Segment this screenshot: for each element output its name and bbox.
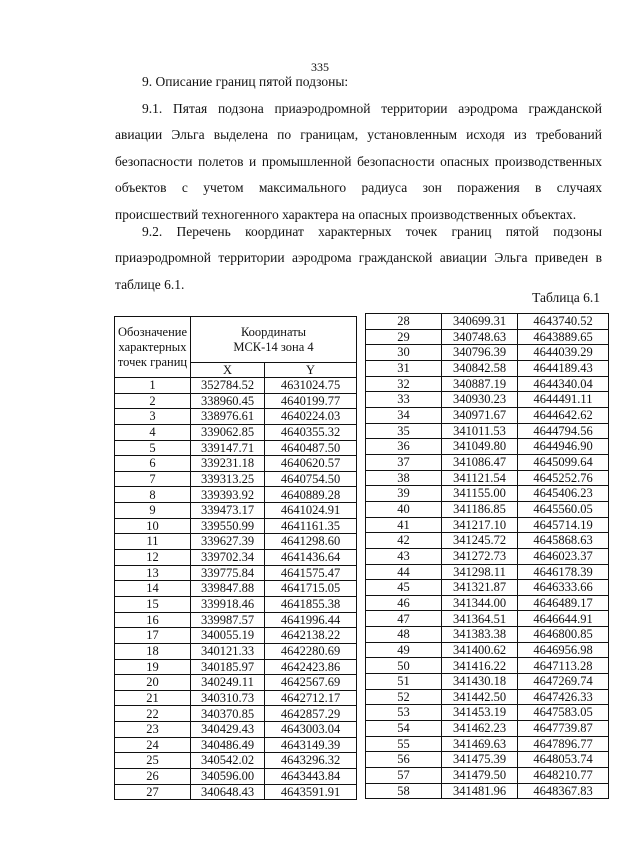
x-coordinate-cell: 340971.67 — [442, 407, 518, 423]
point-number-cell: 54 — [366, 721, 442, 737]
paragraph-line: 9.1. Пятая подзона приаэродромной территории аэродрома гражданской — [142, 101, 602, 116]
point-number-cell: 4 — [115, 424, 191, 440]
y-coordinate-cell: 4645099.64 — [518, 454, 609, 470]
table-row — [366, 533, 609, 549]
table-row — [115, 378, 357, 394]
x-coordinate-cell: 340887.19 — [442, 376, 518, 392]
coordinates-column-header: Координаты МСК-14 зона 4 — [191, 317, 357, 363]
point-number-cell: 10 — [115, 518, 191, 534]
x-coordinate-cell: 340796.39 — [442, 345, 518, 361]
paragraph-9-1 — [115, 96, 602, 228]
point-number-cell: 49 — [366, 642, 442, 658]
point-number-cell: 15 — [115, 596, 191, 612]
table-row — [115, 409, 357, 425]
y-coordinate-cell: 4645868.63 — [518, 533, 609, 549]
x-coordinate-cell: 339473.17 — [191, 503, 265, 519]
table-row — [366, 705, 609, 721]
table-row — [366, 345, 609, 361]
y-coordinate-cell: 4648053.74 — [518, 752, 609, 768]
y-coordinate-cell: 4647113.28 — [518, 658, 609, 674]
x-coordinate-cell: 339627.39 — [191, 534, 265, 550]
x-coordinate-cell: 341383.38 — [442, 627, 518, 643]
point-number-cell: 6 — [115, 456, 191, 472]
table-row — [366, 314, 609, 330]
point-number-cell: 7 — [115, 471, 191, 487]
coordinates-table-right — [365, 313, 609, 799]
y-coordinate-cell: 4643149.39 — [265, 737, 357, 753]
y-coordinate-cell: 4642423.86 — [265, 659, 357, 675]
x-coordinate-cell: 341121.54 — [442, 470, 518, 486]
x-coordinate-cell: 340185.97 — [191, 659, 265, 675]
section-heading: 9. Описание границ пятой подзоны: — [142, 74, 349, 89]
y-coordinate-cell: 4644794.56 — [518, 423, 609, 439]
x-coordinate-cell: 341186.85 — [442, 501, 518, 517]
y-coordinate-cell: 4640224.03 — [265, 409, 357, 425]
y-coordinate-cell: 4647426.33 — [518, 689, 609, 705]
table-row — [115, 503, 357, 519]
point-number-cell: 26 — [115, 769, 191, 785]
table-row — [366, 439, 609, 455]
y-coordinate-cell: 4643591.91 — [265, 784, 357, 800]
x-coordinate-cell: 341462.23 — [442, 721, 518, 737]
point-number-cell: 17 — [115, 628, 191, 644]
point-number-cell: 25 — [115, 753, 191, 769]
x-coordinate-cell: 340370.85 — [191, 706, 265, 722]
point-number-cell: 39 — [366, 486, 442, 502]
point-number-cell: 50 — [366, 658, 442, 674]
table-row — [115, 565, 357, 581]
point-number-cell: 45 — [366, 580, 442, 596]
table-row — [115, 675, 357, 691]
table-row — [115, 550, 357, 566]
table-row — [366, 595, 609, 611]
x-coordinate-cell: 340699.31 — [442, 314, 518, 330]
x-coordinate-cell: 341453.19 — [442, 705, 518, 721]
point-number-cell: 31 — [366, 360, 442, 376]
y-coordinate-cell: 4641161.35 — [265, 518, 357, 534]
x-coordinate-cell: 339550.99 — [191, 518, 265, 534]
table-row — [366, 501, 609, 517]
paragraph-line: объектов с учетом максимального радиуса зон поражения в случаях — [115, 180, 602, 196]
table-row — [366, 580, 609, 596]
x-coordinate-cell: 339847.88 — [191, 581, 265, 597]
paragraph-9-2 — [115, 219, 602, 298]
y-coordinate-cell: 4640199.77 — [265, 393, 357, 409]
y-coordinate-cell: 4645406.23 — [518, 486, 609, 502]
y-coordinate-cell: 4641996.44 — [265, 612, 357, 628]
table-row — [366, 611, 609, 627]
y-coordinate-cell: 4644946.90 — [518, 439, 609, 455]
point-number-cell: 16 — [115, 612, 191, 628]
point-number-cell: 5 — [115, 440, 191, 456]
point-number-cell: 23 — [115, 722, 191, 738]
y-coordinate-cell: 4642280.69 — [265, 643, 357, 659]
y-coordinate-cell: 4640754.50 — [265, 471, 357, 487]
x-coordinate-cell: 339231.18 — [191, 456, 265, 472]
table-row — [366, 454, 609, 470]
point-number-cell: 28 — [366, 314, 442, 330]
table-row — [115, 659, 357, 675]
y-coordinate-cell: 4644189.43 — [518, 360, 609, 376]
table-row — [366, 783, 609, 799]
table-row — [366, 392, 609, 408]
table-row — [115, 753, 357, 769]
y-coordinate-cell: 4643296.32 — [265, 753, 357, 769]
x-coordinate-cell: 341479.50 — [442, 768, 518, 784]
x-coordinate-cell: 339702.34 — [191, 550, 265, 566]
paragraph-line: происшествий техногенного характера на опасных производственных объектах. — [115, 206, 577, 222]
y-coordinate-cell: 4645714.19 — [518, 517, 609, 533]
point-number-cell: 47 — [366, 611, 442, 627]
y-coordinate-cell: 4644642.62 — [518, 407, 609, 423]
table-caption: Таблица 6.1 — [532, 290, 600, 305]
table-row — [366, 736, 609, 752]
point-number-cell: 12 — [115, 550, 191, 566]
table-row — [115, 690, 357, 706]
x-coordinate-cell: 339918.46 — [191, 596, 265, 612]
point-number-cell: 27 — [115, 784, 191, 800]
table-row — [115, 471, 357, 487]
x-coordinate-cell: 341011.53 — [442, 423, 518, 439]
x-coordinate-cell: 341442.50 — [442, 689, 518, 705]
point-number-cell: 37 — [366, 454, 442, 470]
point-number-cell: 14 — [115, 581, 191, 597]
table-row — [366, 658, 609, 674]
x-coordinate-cell: 339775.84 — [191, 565, 265, 581]
y-coordinate-cell: 4645252.76 — [518, 470, 609, 486]
x-coordinate-cell: 340596.00 — [191, 769, 265, 785]
y-coordinate-cell: 4642712.17 — [265, 690, 357, 706]
y-coordinate-cell: 4643003.04 — [265, 722, 357, 738]
x-coordinate-cell: 341475.39 — [442, 752, 518, 768]
table-row — [115, 737, 357, 753]
table-row — [366, 721, 609, 737]
point-number-cell: 57 — [366, 768, 442, 784]
y-coordinate-cell: 4642567.69 — [265, 675, 357, 691]
y-coordinate-cell: 4631024.75 — [265, 378, 357, 394]
point-number-cell: 55 — [366, 736, 442, 752]
x-coordinate-cell: 341272.73 — [442, 548, 518, 564]
x-coordinate-cell: 340542.02 — [191, 753, 265, 769]
point-number-cell: 2 — [115, 393, 191, 409]
table-row — [366, 517, 609, 533]
table-body-left — [115, 378, 357, 800]
y-coordinate-cell: 4643889.65 — [518, 329, 609, 345]
y-coordinate-cell: 4646800.85 — [518, 627, 609, 643]
x-coordinate-cell: 340930.23 — [442, 392, 518, 408]
x-coordinate-cell: 341086.47 — [442, 454, 518, 470]
table-row — [366, 376, 609, 392]
point-number-cell: 24 — [115, 737, 191, 753]
paragraph-line: авиации Эльга выделена по границам, установленным исходя из требований — [115, 127, 602, 143]
point-number-cell: 48 — [366, 627, 442, 643]
y-coordinate-cell: 4647269.74 — [518, 674, 609, 690]
point-number-cell: 21 — [115, 690, 191, 706]
table-row — [115, 628, 357, 644]
y-coordinate-cell: 4641855.38 — [265, 596, 357, 612]
point-number-cell: 44 — [366, 564, 442, 580]
x-column-header: X — [191, 363, 265, 378]
y-coordinate-cell: 4646023.37 — [518, 548, 609, 564]
point-number-cell: 33 — [366, 392, 442, 408]
y-coordinate-cell: 4640355.32 — [265, 424, 357, 440]
x-coordinate-cell: 340310.73 — [191, 690, 265, 706]
table-row — [366, 360, 609, 376]
y-coordinate-cell: 4640487.50 — [265, 440, 357, 456]
x-coordinate-cell: 339062.85 — [191, 424, 265, 440]
point-number-cell: 18 — [115, 643, 191, 659]
x-coordinate-cell: 341400.62 — [442, 642, 518, 658]
table-body-right — [366, 314, 609, 799]
x-coordinate-cell: 339147.71 — [191, 440, 265, 456]
x-coordinate-cell: 341155.00 — [442, 486, 518, 502]
table-row — [366, 407, 609, 423]
point-number-cell: 20 — [115, 675, 191, 691]
table-row — [366, 768, 609, 784]
y-coordinate-cell: 4647896.77 — [518, 736, 609, 752]
paragraph-line: 9.2. Перечень координат характерных точек границ пятой подзоны — [142, 224, 602, 239]
paragraph-line: безопасности полетов и промышленной безопасности опасных производственных — [115, 153, 602, 169]
y-coordinate-cell: 4642138.22 — [265, 628, 357, 644]
point-number-cell: 58 — [366, 783, 442, 799]
table-row — [115, 596, 357, 612]
x-coordinate-cell: 340748.63 — [442, 329, 518, 345]
table-row — [115, 643, 357, 659]
x-coordinate-cell: 341416.22 — [442, 658, 518, 674]
point-number-cell: 19 — [115, 659, 191, 675]
x-coordinate-cell: 352784.52 — [191, 378, 265, 394]
table-row — [115, 424, 357, 440]
x-coordinate-cell: 341430.18 — [442, 674, 518, 690]
x-coordinate-cell: 338976.61 — [191, 409, 265, 425]
y-coordinate-cell: 4641298.60 — [265, 534, 357, 550]
y-coordinate-cell: 4646489.17 — [518, 595, 609, 611]
table-row — [366, 486, 609, 502]
point-number-cell: 32 — [366, 376, 442, 392]
point-number-cell: 41 — [366, 517, 442, 533]
x-coordinate-cell: 339987.57 — [191, 612, 265, 628]
table-row — [115, 487, 357, 503]
table-row — [366, 674, 609, 690]
y-coordinate-cell: 4644491.11 — [518, 392, 609, 408]
x-coordinate-cell: 341298.11 — [442, 564, 518, 580]
x-coordinate-cell: 341469.63 — [442, 736, 518, 752]
table-row — [115, 612, 357, 628]
point-number-cell: 52 — [366, 689, 442, 705]
y-coordinate-cell: 4641024.91 — [265, 503, 357, 519]
point-number-cell: 43 — [366, 548, 442, 564]
y-coordinate-cell: 4641575.47 — [265, 565, 357, 581]
x-coordinate-cell: 341049.80 — [442, 439, 518, 455]
table-row — [115, 706, 357, 722]
x-coordinate-cell: 340121.33 — [191, 643, 265, 659]
point-number-cell: 30 — [366, 345, 442, 361]
point-number-cell: 38 — [366, 470, 442, 486]
y-coordinate-cell: 4646178.39 — [518, 564, 609, 580]
y-coordinate-cell: 4642857.29 — [265, 706, 357, 722]
y-coordinate-cell: 4646333.66 — [518, 580, 609, 596]
x-coordinate-cell: 339393.92 — [191, 487, 265, 503]
y-coordinate-cell: 4646644.91 — [518, 611, 609, 627]
point-number-cell: 11 — [115, 534, 191, 550]
table-row — [366, 470, 609, 486]
table-row — [115, 581, 357, 597]
table-row — [115, 722, 357, 738]
y-coordinate-cell: 4647739.87 — [518, 721, 609, 737]
table-row — [366, 564, 609, 580]
y-coordinate-cell: 4648210.77 — [518, 768, 609, 784]
x-coordinate-cell: 340486.49 — [191, 737, 265, 753]
y-coordinate-cell: 4641436.64 — [265, 550, 357, 566]
table-row — [115, 518, 357, 534]
x-coordinate-cell: 341481.96 — [442, 783, 518, 799]
x-coordinate-cell: 340429.43 — [191, 722, 265, 738]
table-row — [115, 784, 357, 800]
x-coordinate-cell: 340648.43 — [191, 784, 265, 800]
x-coordinate-cell: 339313.25 — [191, 471, 265, 487]
x-coordinate-cell: 340842.58 — [442, 360, 518, 376]
y-coordinate-cell: 4641715.05 — [265, 581, 357, 597]
y-coordinate-cell: 4644340.04 — [518, 376, 609, 392]
table-row — [115, 456, 357, 472]
point-number-cell: 51 — [366, 674, 442, 690]
point-number-cell: 22 — [115, 706, 191, 722]
y-coordinate-cell: 4643443.84 — [265, 769, 357, 785]
paragraph-line: приаэродромной территории аэродрома гражданской авиации Эльга приведен в — [115, 250, 602, 266]
y-coordinate-cell: 4647583.05 — [518, 705, 609, 721]
point-number-cell: 34 — [366, 407, 442, 423]
x-coordinate-cell: 340055.19 — [191, 628, 265, 644]
point-column-header: Обозначение характерных точек границ — [115, 317, 191, 378]
point-number-cell: 1 — [115, 378, 191, 394]
table-row — [115, 440, 357, 456]
x-coordinate-cell: 341321.87 — [442, 580, 518, 596]
point-number-cell: 8 — [115, 487, 191, 503]
x-coordinate-cell: 341344.00 — [442, 595, 518, 611]
y-coordinate-cell: 4645560.05 — [518, 501, 609, 517]
x-coordinate-cell: 340249.11 — [191, 675, 265, 691]
table-row — [115, 769, 357, 785]
point-number-cell: 42 — [366, 533, 442, 549]
table-row — [366, 548, 609, 564]
page-number: 335 — [311, 60, 329, 74]
table-row — [115, 393, 357, 409]
x-coordinate-cell: 341364.51 — [442, 611, 518, 627]
table-row — [366, 329, 609, 345]
table-row — [115, 534, 357, 550]
point-number-cell: 13 — [115, 565, 191, 581]
point-number-cell: 40 — [366, 501, 442, 517]
point-number-cell: 36 — [366, 439, 442, 455]
x-coordinate-cell: 341217.10 — [442, 517, 518, 533]
y-coordinate-cell: 4648367.83 — [518, 783, 609, 799]
paragraph-line: таблице 6.1. — [115, 276, 185, 292]
point-number-cell: 53 — [366, 705, 442, 721]
table-row — [366, 642, 609, 658]
y-coordinate-cell: 4643740.52 — [518, 314, 609, 330]
point-number-cell: 3 — [115, 409, 191, 425]
y-column-header: Y — [265, 363, 357, 378]
x-coordinate-cell: 341245.72 — [442, 533, 518, 549]
y-coordinate-cell: 4644039.29 — [518, 345, 609, 361]
point-number-cell: 35 — [366, 423, 442, 439]
point-number-cell: 56 — [366, 752, 442, 768]
coordinates-table-left — [114, 316, 357, 800]
table-row — [366, 752, 609, 768]
table-row — [366, 423, 609, 439]
point-number-cell: 9 — [115, 503, 191, 519]
table-row — [366, 689, 609, 705]
point-number-cell: 46 — [366, 595, 442, 611]
table-row — [366, 627, 609, 643]
point-number-cell: 29 — [366, 329, 442, 345]
x-coordinate-cell: 338960.45 — [191, 393, 265, 409]
y-coordinate-cell: 4646956.98 — [518, 642, 609, 658]
y-coordinate-cell: 4640620.57 — [265, 456, 357, 472]
y-coordinate-cell: 4640889.28 — [265, 487, 357, 503]
